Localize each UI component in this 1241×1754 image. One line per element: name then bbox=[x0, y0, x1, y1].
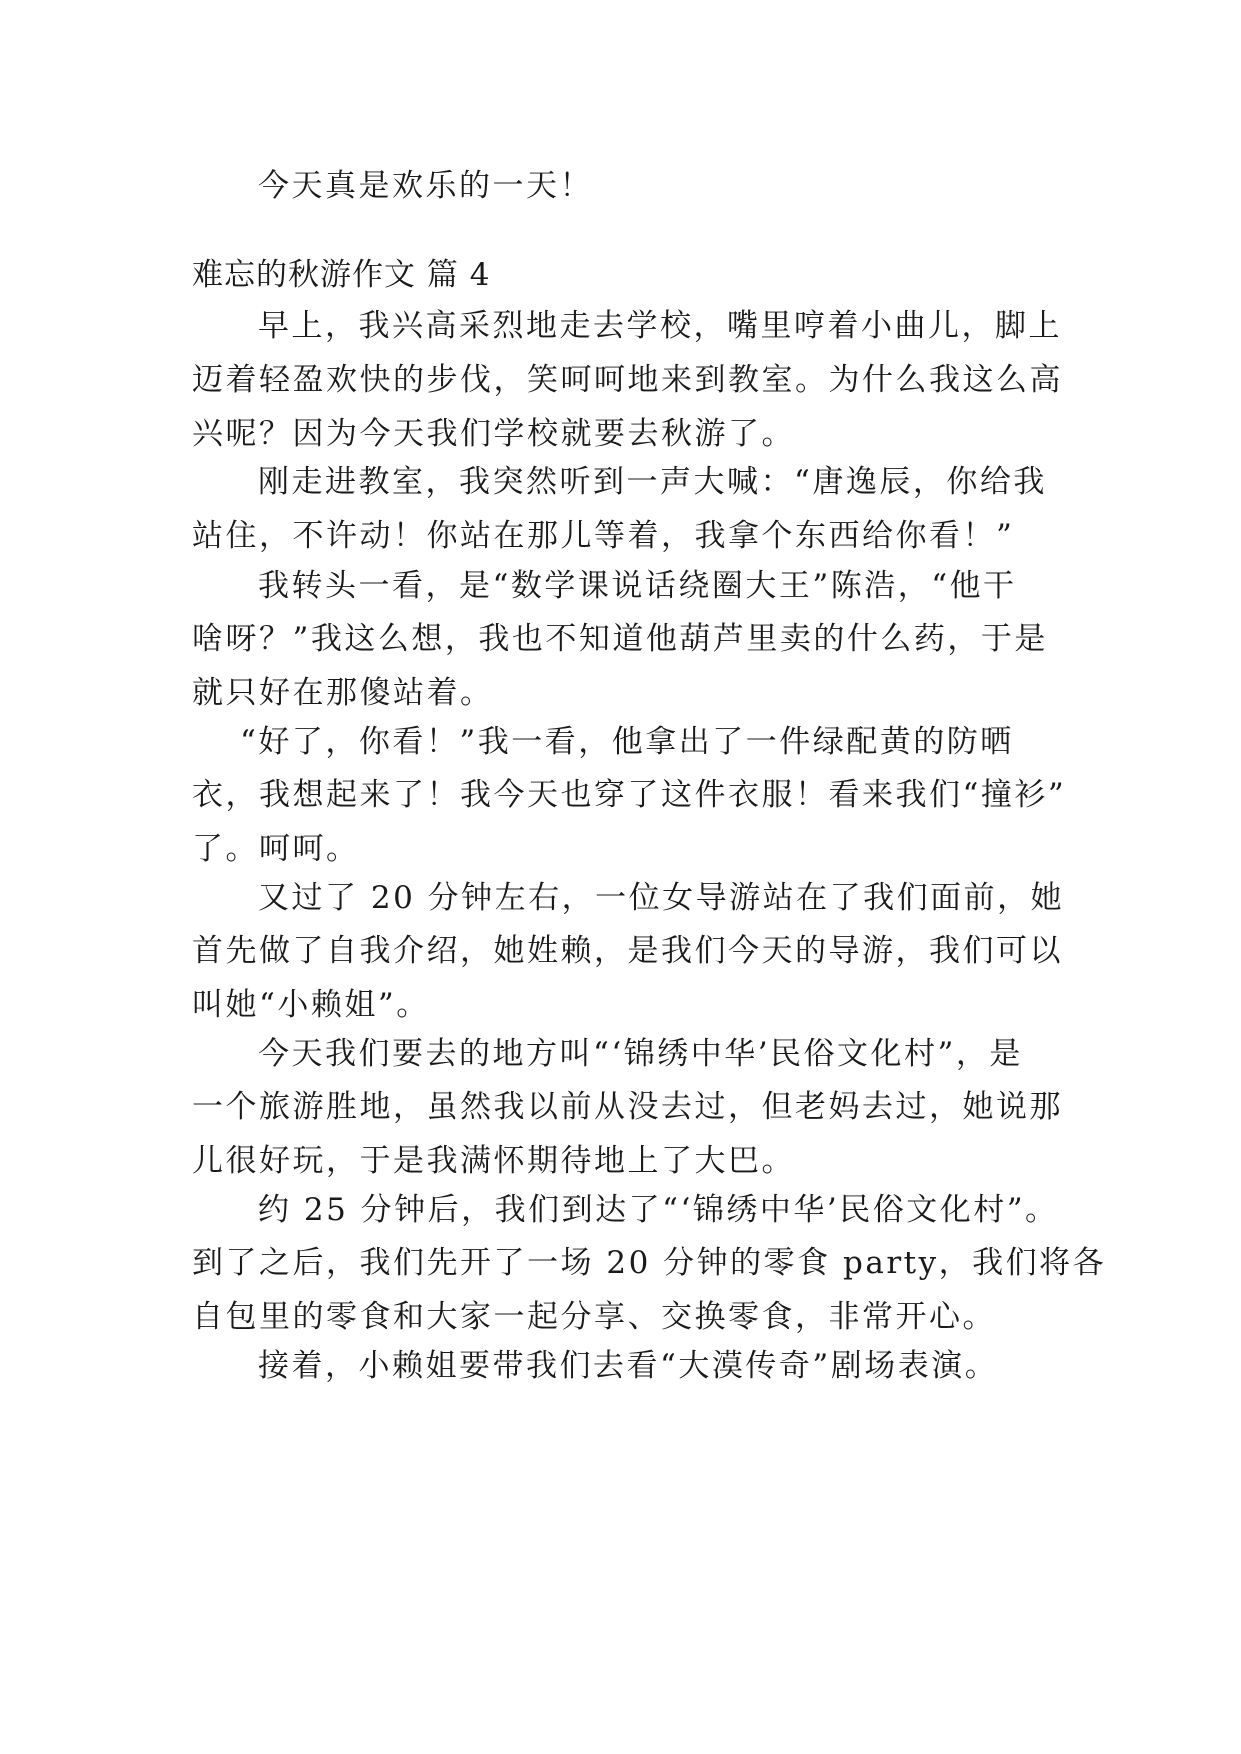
paragraph-line: 又过了 20 分钟左右，一位女导游站在了我们面前，她 bbox=[258, 880, 1065, 916]
paragraph-line: 啥呀？”我这么想，我也不知道他葫芦里卖的什么药，于是 bbox=[192, 621, 1048, 657]
paragraph-line: 刚走进教室，我突然听到一声大喊：“唐逸辰，你给我 bbox=[258, 464, 1047, 500]
paragraph-line: 叫她“小赖姐”。 bbox=[192, 987, 430, 1023]
paragraph-line: 约 25 分钟后，我们到达了“‘锦绣中华’民俗文化村”。 bbox=[258, 1192, 1059, 1228]
paragraph-line: 接着，小赖姐要带我们去看“大漠传奇”剧场表演。 bbox=[258, 1348, 999, 1384]
paragraph-line: 到了之后，我们先开了一场 20 分钟的零食 party，我们将各 bbox=[192, 1245, 1107, 1281]
paragraph-line: 自包里的零食和大家一起分享、交换零食，非常开心。 bbox=[192, 1299, 996, 1335]
paragraph-line: 儿很好玩，于是我满怀期待地上了大巴。 bbox=[192, 1143, 795, 1179]
paragraph-line: 了。呵呵。 bbox=[192, 831, 360, 867]
paragraph-line: 站住，不许动！你站在那儿等着，我拿个东西给你看！” bbox=[192, 518, 1015, 554]
closing-line: 今天真是欢乐的一天！ bbox=[258, 168, 593, 204]
paragraph-line: 今天我们要去的地方叫“‘锦绣中华’民俗文化村”，是 bbox=[258, 1036, 1023, 1072]
paragraph-line: 一个旅游胜地，虽然我以前从没去过，但老妈去过，她说那 bbox=[192, 1089, 1063, 1125]
section-heading: 难忘的秋游作文 篇 4 bbox=[192, 257, 491, 293]
paragraph-line: 兴呢？因为今天我们学校就要去秋游了。 bbox=[192, 416, 795, 452]
paragraph-line: 衣，我想起来了！我今天也穿了这件衣服！看来我们“撞衫” bbox=[192, 777, 1067, 813]
paragraph-line: “好了，你看！”我一看，他拿出了一件绿配黄的防晒 bbox=[240, 724, 1014, 760]
paragraph-line: 就只好在那傻站着。 bbox=[192, 675, 494, 711]
paragraph-line: 我转头一看，是“数学课说话绕圈大王”陈浩，“他干 bbox=[258, 568, 1017, 604]
paragraph-line: 迈着轻盈欢快的步伐，笑呵呵地来到教室。为什么我这么高 bbox=[192, 362, 1063, 398]
paragraph-line: 早上，我兴高采烈地走去学校，嘴里哼着小曲儿，脚上 bbox=[258, 308, 1062, 344]
paragraph-line: 首先做了自我介绍，她姓赖，是我们今天的导游，我们可以 bbox=[192, 933, 1063, 969]
